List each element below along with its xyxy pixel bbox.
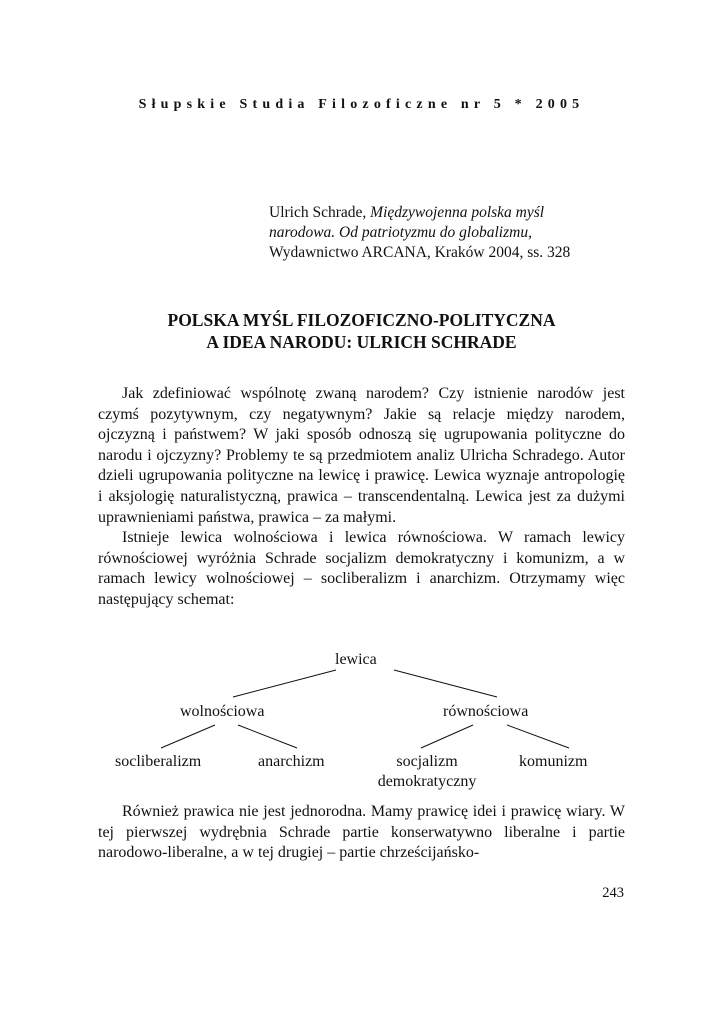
node-democratic-socialism (369, 752, 485, 792)
article-title-line1: POLSKA MYŚL FILOZOFICZNO-POLITYCZNA (167, 310, 556, 330)
citation-title-comma: , (528, 224, 532, 241)
connector-right-leaf3 (421, 725, 473, 748)
connector-root-right (394, 670, 497, 697)
paragraph-2: Istnieje lewica wolnościowa i lewica równościowa. W ramach lewicy równościowej wyróżnia Schrade socjalizm demokratyczny i komunizm, a w ramach lewicy wolnościowej – socliberalizm i anarchizm. Otrzymamy więc następujący schemat: (98, 529, 625, 608)
connector-left-leaf2 (238, 725, 297, 748)
paragraph-1: Jak zdefiniować wspólnotę zwaną narodem? Czy istnienie narodów jest czymś pozytywnym, czy negatywnym? Jakie są relacje między narodem, ojczyzną i państwem? W jaki sposób odnoszą się ugrupowania polityczne do narodu i ojczyzny? Problemy te są przedmiotem analiz Ulricha Schradego. Autor dzieli ugrupowania polityczne na lewicę i prawicę. Lewica wyznaje antropologię i aksjologię naturalistyczną, prawica – transcendentalną. Lewica jest za dużymi uprawnieniami państwa, prawica – za małymi. (98, 385, 625, 526)
node-democratic-socialism-line1: socjalizm (396, 753, 458, 770)
body-text-lower (98, 802, 625, 864)
page-number: 243 (602, 885, 624, 901)
paragraph-3: Również prawica nie jest jednorodna. Mamy prawicę idei i prawicę wiary. W tej pierwszej wydrębnia Schrade partie konserwatywno liberalne i partie narodowo-liberalne, a w tej drugiej – partie chrześcijańsko- (98, 803, 625, 862)
citation-title-part2: narodowa. Od patriotyzmu do globalizmu (269, 224, 529, 241)
citation-publisher: Wydawnictwo ARCANA, Kraków 2004, ss. 328 (269, 244, 571, 261)
connector-root-left (233, 670, 336, 697)
node-egalitarian: równościowa (443, 703, 529, 720)
node-anarchism: anarchizm (258, 753, 325, 770)
article-title-line2: A IDEA NARODU: ULRICH SCHRADE (206, 332, 517, 352)
node-communism: komunizm (519, 753, 588, 770)
connector-left-leaf1 (161, 725, 215, 748)
node-democratic-socialism-line2: demokratyczny (377, 773, 477, 790)
body-text-upper (98, 384, 625, 611)
node-socliberalism: socliberalizm (115, 753, 202, 770)
citation-author: Ulrich Schrade, (269, 204, 371, 221)
journal-header: Słupskie Studia Filozoficzne nr 5 * 2005 (138, 97, 585, 112)
article-title (0, 309, 723, 353)
node-libertarian: wolnościowa (180, 703, 265, 720)
book-citation (269, 203, 669, 263)
citation-title-part1: Międzywojenna polska myśl (370, 204, 545, 221)
connector-right-leaf4 (507, 725, 569, 748)
node-root: lewica (335, 651, 377, 668)
left-wing-diagram (0, 640, 723, 800)
